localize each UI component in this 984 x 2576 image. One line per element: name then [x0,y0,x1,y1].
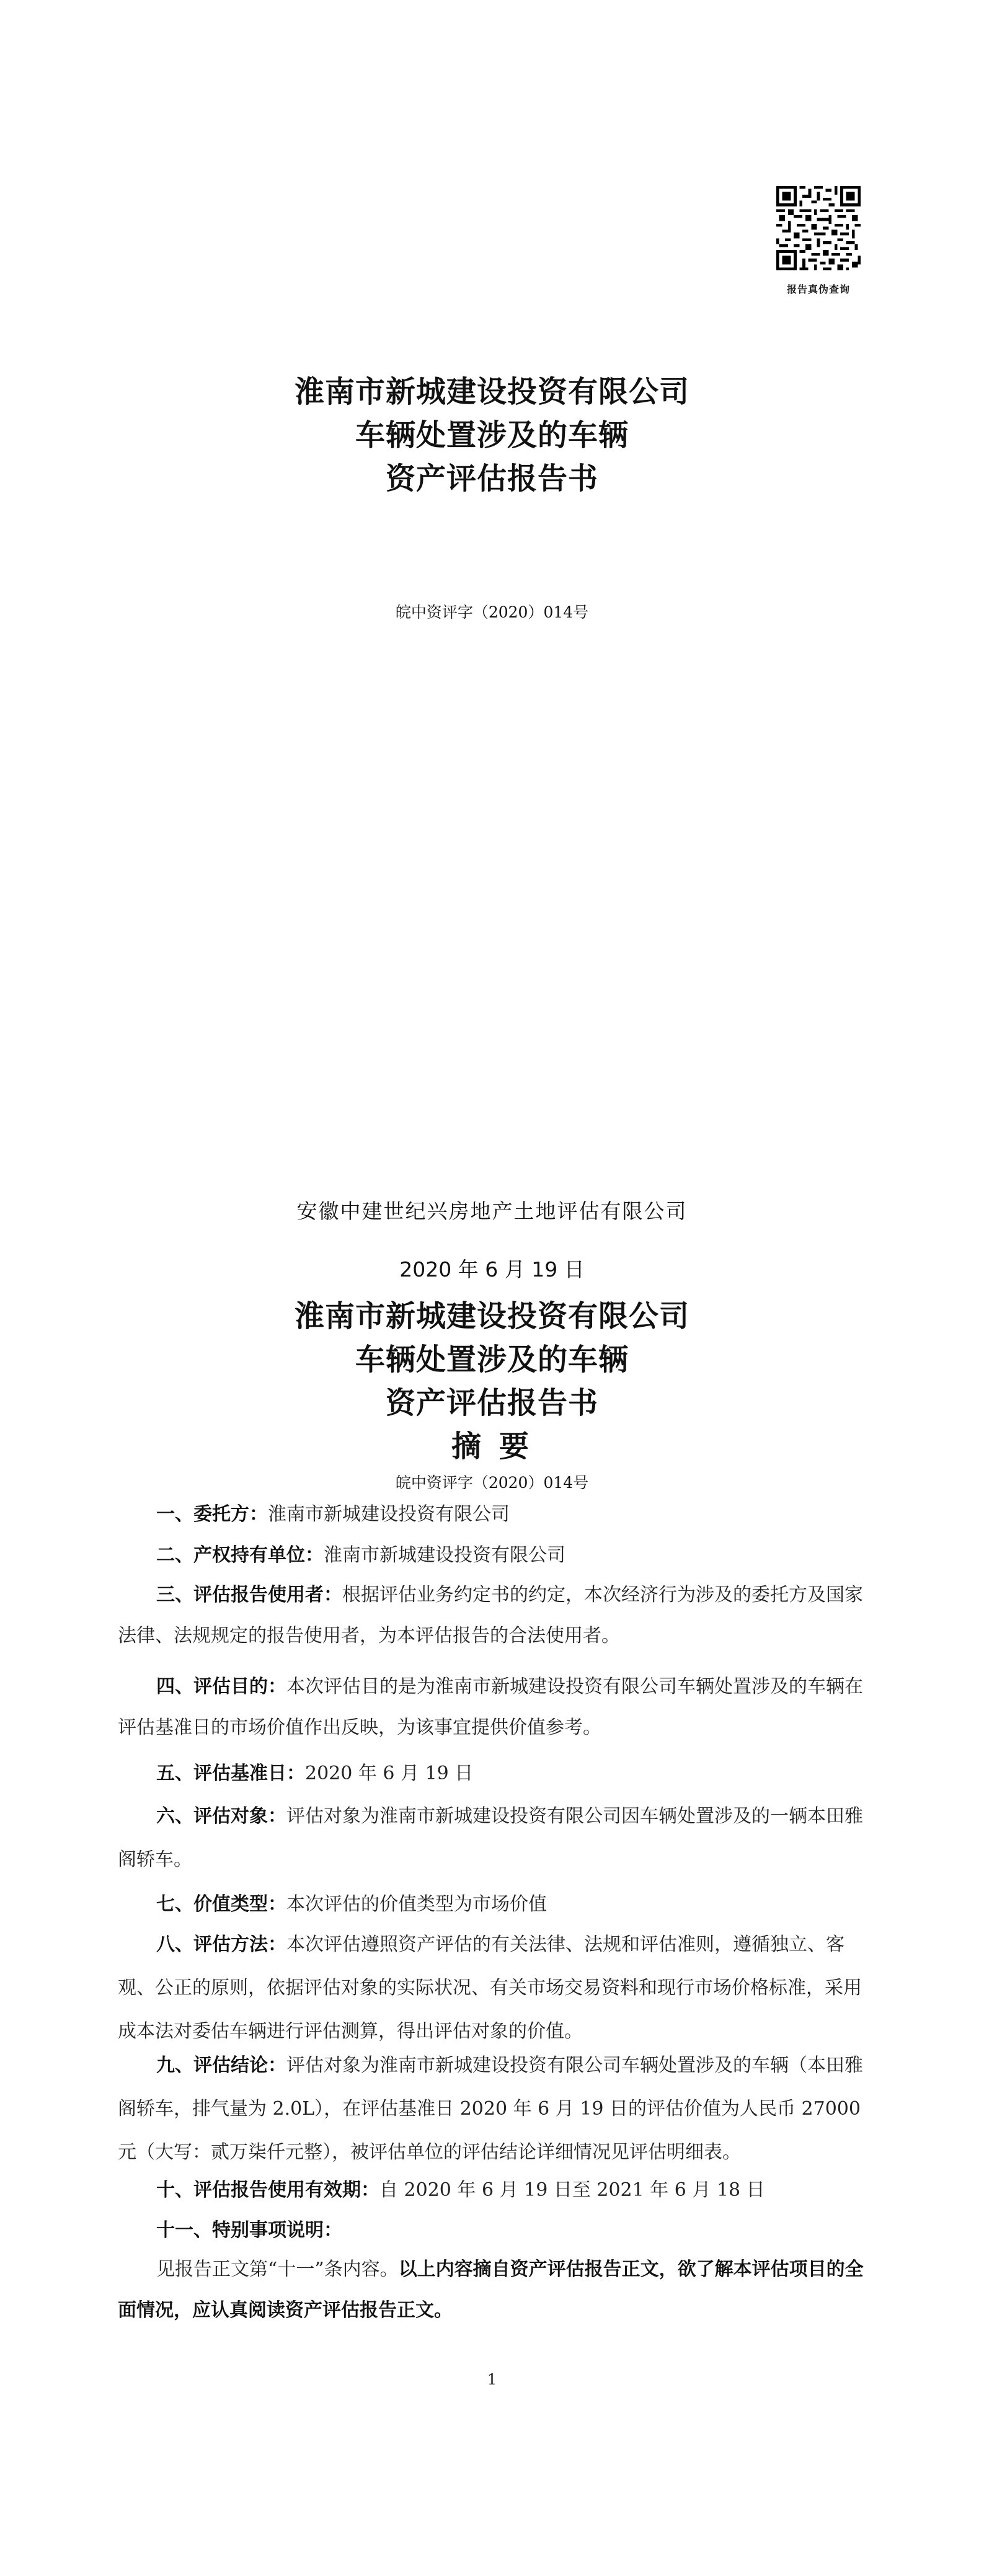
item-label: 一、委托方： [156,1503,268,1525]
cover-title-line: 淮南市新城建设投资有限公司 [294,374,689,409]
item-label: 八、评估方法： [156,1934,286,1955]
summary-item-value-type [118,1883,868,1926]
item-label: 四、评估目的： [156,1676,286,1697]
summary-item-purpose [118,1666,868,1748]
summary-title-line: 车辆处置涉及的车辆 [355,1342,629,1377]
summary-item-validity [118,2169,868,2212]
summary-item-base-date [118,1752,868,1795]
special-note-bold: 以上内容摘自资产评估报告正文，欲了解本评估项目的全面情况，应认真阅读资产评估报告正文。 [118,2259,864,2321]
item-text: 评估对象为淮南市新城建设投资有限公司因车辆处置涉及的一辆本田雅阁轿车。 [118,1805,863,1870]
special-note-plain: 见报告正文第“十一”条内容。 [156,2259,399,2280]
summary-heading: 摘 要 [451,1429,533,1464]
summary-title [0,1295,984,1468]
qr-verification-label: 报告真伪查询 [786,283,850,295]
qr-verification-block [769,186,868,296]
item-text: 淮南市新城建设投资有限公司 [324,1544,565,1566]
item-text: 评估对象为淮南市新城建设投资有限公司车辆处置涉及的车辆（本田雅阁轿车，排气量为 2.0L），在评估基准日 2020 年 6 月 19 日的评估价值为人民币 27000 元（大写：贰万柒仟元整），被评估单位的评估结论详细情况见评估明细表。 [118,2055,863,2163]
summary-file-number: 皖中资评字（2020）014号 [395,1474,589,1492]
summary-item-report-users [118,1575,868,1657]
item-label: 五、评估基准日： [156,1763,305,1784]
item-label: 七、价值类型： [156,1893,286,1915]
summary-item-object [118,1795,868,1882]
summary-item-owner [118,1534,868,1577]
item-label: 十、评估报告使用有效期： [156,2179,379,2201]
item-text: 本次评估目的是为淮南市新城建设投资有限公司车辆处置涉及的车辆在评估基准日的市场价值作出反映，为该事宜提供价值参考。 [118,1676,863,1738]
item-text: 自 2020 年 6 月 19 日至 2021 年 6 月 18 日 [379,2179,765,2201]
issuer-company-name: 安徽中建世纪兴房地产土地评估有限公司 [296,1199,688,1223]
cover-title [0,370,984,500]
item-text: 根据评估业务约定书的约定，本次经济行为涉及的委托方及国家法律、法规规定的报告使用者，为本评估报告的合法使用者。 [118,1584,863,1647]
summary-item-conclusion [118,2044,868,2174]
page-number: 1 [487,2371,497,2388]
item-text: 2020 年 6 月 19 日 [305,1763,474,1784]
item-label: 二、产权持有单位： [156,1544,324,1566]
item-label: 九、评估结论： [156,2055,286,2076]
item-text: 淮南市新城建设投资有限公司 [268,1503,510,1525]
summary-item-client [118,1493,868,1536]
item-text: 本次评估遵照资产评估的有关法律、法规和评估准则，遵循独立、客观、公正的原则，依据评估对象的实际状况、有关市场交易资料和现行市场价格标准，采用成本法对委估车辆进行评估测算，得出评估对象的价值。 [118,1934,862,2042]
summary-item-method [118,1923,868,2053]
cover-title-line: 资产评估报告书 [385,461,598,496]
qr-code-icon[interactable] [776,186,861,270]
cover-title-line: 车辆处置涉及的车辆 [355,418,629,453]
summary-title-line: 淮南市新城建设投资有限公司 [294,1299,689,1334]
item-label: 三、评估报告使用者： [156,1584,342,1606]
item-label: 六、评估对象： [156,1805,286,1827]
summary-special-note [118,2249,868,2331]
cover-file-number: 皖中资评字（2020）014号 [395,603,589,621]
item-label: 十一、特别事项说明： [156,2220,342,2241]
item-text: 本次评估的价值类型为市场价值 [286,1893,547,1915]
summary-title-line: 资产评估报告书 [385,1386,598,1420]
summary-item-special-matters [118,2209,868,2252]
issuer-date: 2020 年 6 月 19 日 [399,1257,585,1281]
